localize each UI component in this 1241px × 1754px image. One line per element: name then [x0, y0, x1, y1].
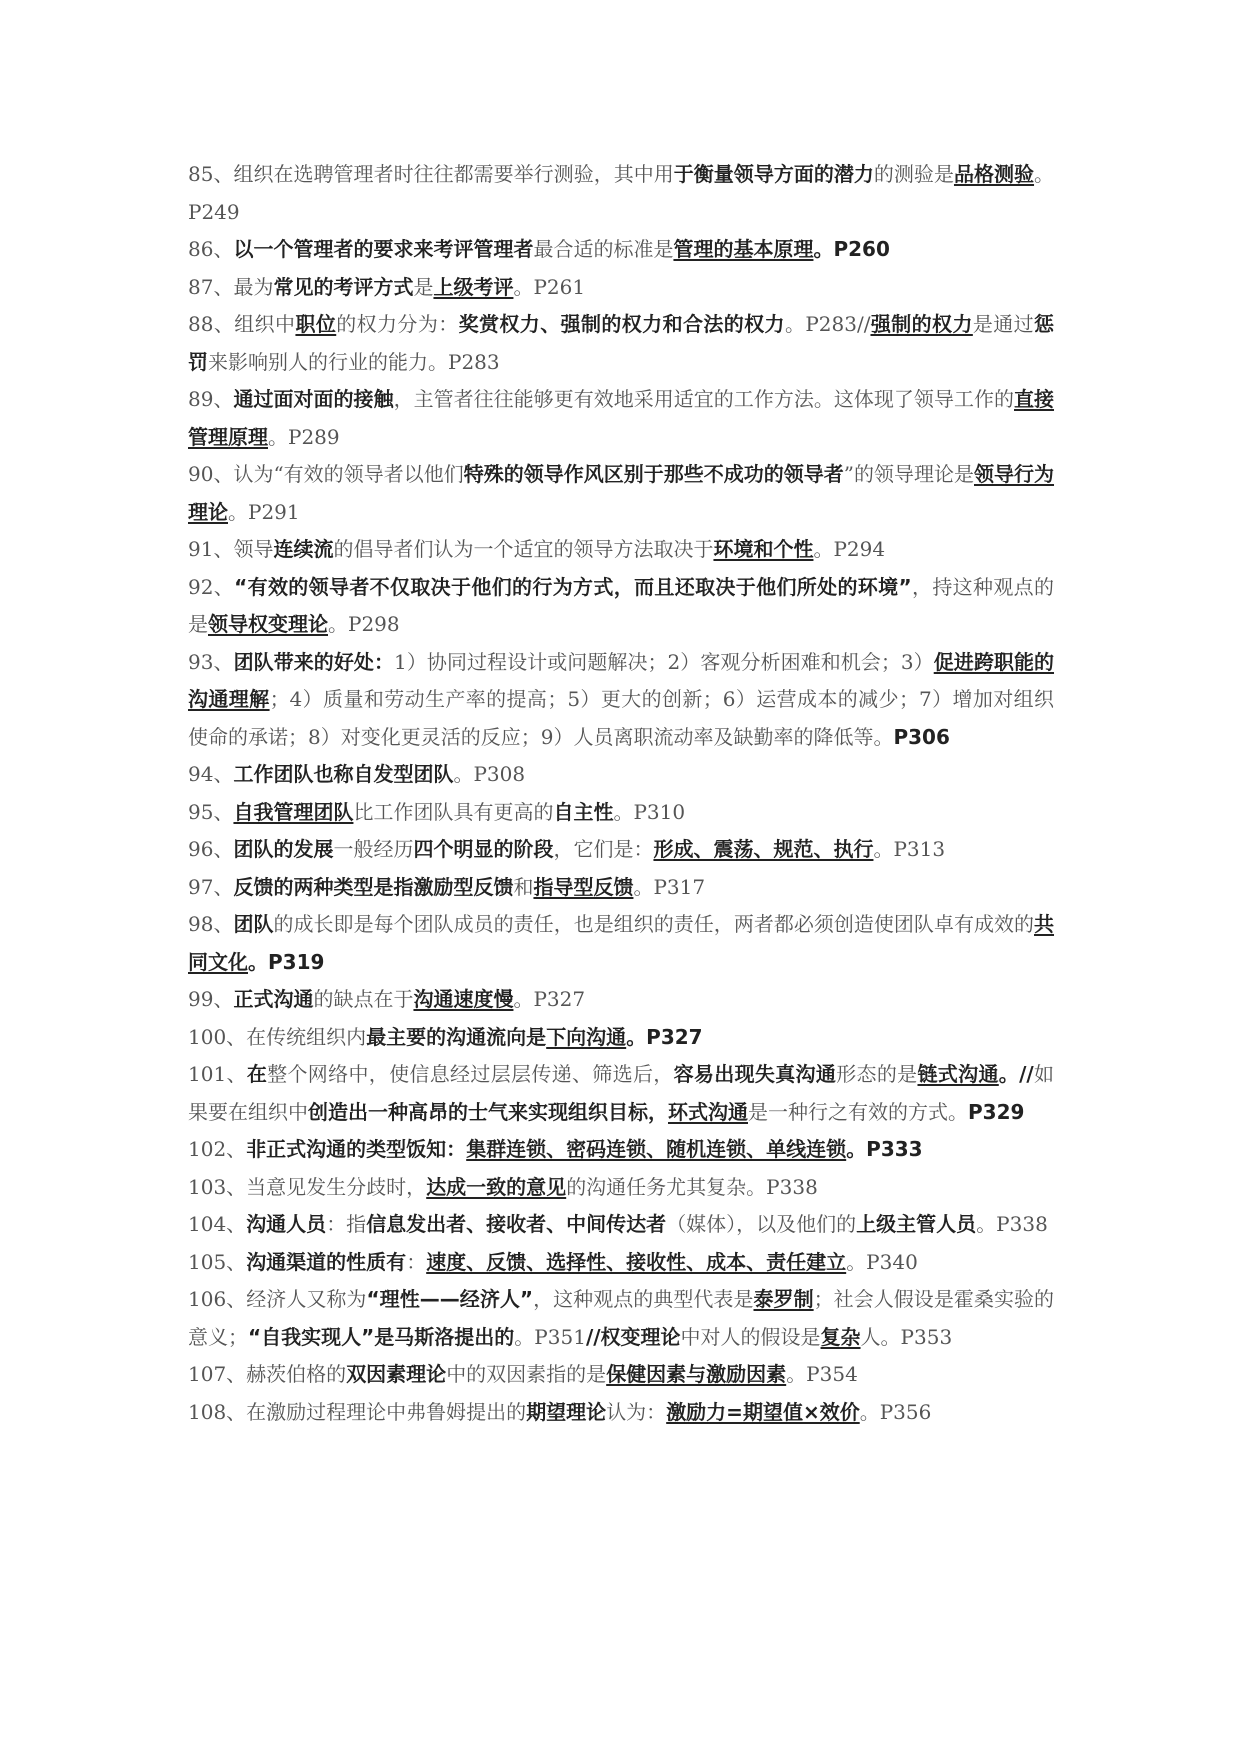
emphasis-text: 信息发出者、接收者、中间传达者 [366, 1212, 667, 1236]
body-text: ，它们是： [553, 837, 654, 861]
body-text: 97、 [188, 874, 234, 899]
list-item [188, 456, 1054, 531]
body-text: 如果要在组织中 [188, 1062, 1055, 1124]
emphasis-text: 非正式沟通的类型饭知： [246, 1137, 467, 1161]
body-text: ；4）质量和劳动生产率的提高；5）更大的创新；6）运营成本的减少；7）增加对组织使命的承诺；8）对变化更灵活的反应；9）人员离职流动率及缺勤率的降低等。 [188, 687, 1055, 749]
body-text: 。P283// [784, 312, 871, 336]
body-text: 94、 [188, 762, 234, 786]
list-item [188, 381, 1054, 456]
body-text: 104、 [188, 1212, 247, 1236]
body-text: 100、在传统组织内 [188, 1024, 367, 1049]
key-term: 领导权变理论 [208, 612, 328, 636]
body-text: 96、 [188, 837, 234, 861]
body-text: ，主管者往往能够更有效地采用适宜的工作方法。这体现了领导工作的 [393, 387, 1014, 411]
body-text: 整个网络中，使信息经过层层传递、筛选后， [267, 1062, 674, 1086]
body-text: 91、领导 [188, 537, 274, 561]
list-item [188, 906, 1054, 981]
emphasis-text: 沟通渠道的性质有 [246, 1249, 407, 1274]
emphasis-text: 惩罚 [188, 312, 1055, 374]
key-term: 自我管理团队 [233, 799, 354, 824]
body-text: 。P291 [228, 499, 300, 524]
body-text: 。P308 [453, 762, 526, 786]
emphasis-text: 期望理论 [526, 1399, 607, 1424]
emphasis-text: “自我实现人”是马斯洛提出的 [248, 1324, 515, 1349]
key-term: 环境和个性 [713, 537, 814, 561]
body-text: 108、在激励过程理论中弗鲁姆提出的 [188, 1399, 527, 1424]
emphasis-text: 。P319 [248, 949, 325, 974]
body-text: 和 [513, 874, 534, 899]
list-item [188, 1356, 1054, 1394]
body-text: 的沟通任务尤其复杂。P338 [566, 1174, 818, 1199]
body-text: 是一种行之有效的方式。 [748, 1099, 968, 1124]
body-text: 。P351 [514, 1324, 586, 1349]
emphasis-text: 于衡量领导方面的潜力 [673, 162, 874, 186]
key-term: 速度、反馈、选择性、接收性、成本、责任建立 [426, 1249, 847, 1274]
body-text: 。P289 [268, 424, 340, 449]
body-text: 101、 [188, 1062, 247, 1086]
emphasis-text: 正式沟通 [233, 987, 314, 1011]
body-text: 中的双因素指的是 [446, 1362, 607, 1386]
key-term: 直接管理原理 [188, 387, 1055, 449]
key-term: 强制的权力 [870, 312, 973, 336]
body-text: 106、经济人又称为 [188, 1287, 367, 1311]
body-text: 。P298 [328, 612, 400, 636]
body-text: 98、 [188, 912, 234, 936]
body-text: 87、最为 [188, 274, 274, 299]
body-text: 90、认为“有效的领导者以他们 [188, 462, 464, 486]
key-term: 上级考评 [433, 274, 514, 299]
list-item [188, 269, 1054, 307]
list-item [188, 1056, 1054, 1131]
body-text: 。P294 [813, 537, 886, 561]
body-text: 。P327 [513, 987, 586, 1011]
emphasis-text: 。P327 [626, 1024, 703, 1049]
body-text: 1）协同过程设计或问题解决；2）客观分析困难和机会；3） [394, 649, 934, 674]
body-text: 的成长即是每个团队成员的责任，也是组织的责任，两者都必须创造使团队卓有成效的 [273, 912, 1035, 936]
emphasis-text: 自主性 [553, 799, 614, 824]
body-text: 最合适的标准是 [533, 237, 674, 261]
emphasis-text: 最主要的沟通流向是 [366, 1024, 547, 1049]
list-item [188, 1169, 1054, 1207]
emphasis-text: 沟通人员 [246, 1212, 327, 1236]
emphasis-text: 。// [998, 1062, 1034, 1086]
emphasis-text: 。P260 [813, 237, 890, 261]
body-text: 99、 [188, 987, 234, 1011]
key-term: 形成、震荡、规范、执行 [653, 837, 874, 861]
key-term: 激励力=期望值×效价 [666, 1399, 860, 1424]
list-item [188, 1394, 1054, 1432]
list-item [188, 1131, 1054, 1169]
emphasis-text: 反馈的两种类型是指激励型反馈 [233, 874, 514, 899]
emphasis-text: 以一个管理者的要求来考评管理者 [233, 237, 534, 261]
list-item [188, 869, 1054, 907]
body-text: 89、 [188, 387, 234, 411]
body-text: 中对人的假设是 [680, 1324, 821, 1349]
emphasis-text: 上级主管人员 [856, 1212, 977, 1236]
emphasis-text: 团队带来的好处： [233, 649, 395, 674]
body-text: 。P356 [859, 1399, 932, 1424]
key-term: 领导行为理论 [188, 462, 1055, 524]
body-text: ；社会人假设是霍桑实验的意义； [188, 1287, 1055, 1349]
emphasis-text: “有效的领导者不仅取决于他们的行为方式，而且还取决于他们所处的环境” [234, 574, 912, 599]
emphasis-text: 工作团队也称自发型团队 [233, 762, 454, 786]
list-item [188, 1281, 1054, 1356]
body-text: 的倡导者们认为一个适宜的领导方法取决于 [333, 537, 714, 561]
list-item [188, 531, 1054, 569]
body-text: 86、 [188, 237, 234, 261]
body-text: 认为： [606, 1399, 667, 1424]
key-term: 保健因素与激励因素 [606, 1362, 787, 1386]
emphasis-text: 在 [246, 1062, 268, 1086]
body-text: 。P338 [976, 1212, 1048, 1236]
list-item [188, 831, 1054, 869]
list-item [188, 231, 1054, 269]
body-text: 107、赫茨伯格的 [188, 1362, 347, 1386]
body-text: 92、 [188, 574, 235, 599]
key-term: 链式沟通 [917, 1062, 999, 1086]
emphasis-text: P329 [968, 1099, 1025, 1124]
key-term: 职位 [295, 312, 337, 336]
body-text: 85、组织在选聘管理者时往往都需要举行测验，其中用 [188, 162, 674, 186]
body-text: 是 [413, 274, 434, 299]
body-text: 。P249 [188, 162, 1055, 224]
emphasis-text: 双因素理论 [346, 1362, 447, 1386]
key-term: 泰罗制 [753, 1287, 814, 1311]
key-term: 指导型反馈 [533, 874, 634, 899]
body-text: 102、 [188, 1137, 247, 1161]
emphasis-text: 。P333 [846, 1137, 923, 1161]
body-text: 103、当意见发生分歧时， [188, 1174, 427, 1199]
list-item [188, 756, 1054, 794]
key-term: 品格测验 [953, 162, 1035, 186]
body-text: ： [406, 1249, 427, 1274]
body-text: 93、 [188, 649, 234, 674]
emphasis-text: P306 [893, 724, 950, 749]
body-text: 是通过 [972, 312, 1035, 336]
body-text: ”的领导理论是 [843, 462, 974, 486]
list-item [188, 981, 1054, 1019]
body-text: 105、 [188, 1249, 247, 1274]
emphasis-text: 容易出现失真沟通 [673, 1062, 837, 1086]
emphasis-text: 通过面对面的接触 [233, 387, 394, 411]
list-item [188, 306, 1054, 381]
list-item [188, 569, 1054, 644]
body-text: 。P354 [786, 1362, 858, 1386]
document-page [188, 156, 1054, 1431]
body-text: 。P310 [613, 799, 686, 824]
emphasis-text: 奖赏权力、强制的权力和合法的权力 [458, 312, 785, 336]
body-text: 。P261 [513, 274, 586, 299]
emphasis-text: 常见的考评方式 [273, 274, 414, 299]
body-text: ，持这种观点的是 [188, 574, 1055, 636]
body-text: 来影响别人的行业的能力。P283 [208, 349, 500, 374]
body-text: 88、组织中 [188, 312, 296, 336]
body-text: 的权力分为： [336, 312, 459, 336]
emphasis-text: “理性——经济人” [366, 1287, 534, 1311]
body-text: 的测验是 [873, 162, 954, 186]
list-item [188, 1019, 1054, 1057]
key-term: 下向沟通 [546, 1024, 627, 1049]
key-term: 复杂 [820, 1324, 861, 1349]
body-text: 的缺点在于 [313, 987, 414, 1011]
body-text: 形态的是 [836, 1062, 918, 1086]
emphasis-text: 团队的发展 [233, 837, 334, 861]
list-item [188, 794, 1054, 832]
list-item [188, 1206, 1054, 1244]
emphasis-text: 特殊的领导作风区别于那些不成功的领导者 [463, 462, 844, 486]
body-text: 。P340 [846, 1249, 918, 1274]
list-item [188, 1244, 1054, 1282]
body-text: 人。P353 [860, 1324, 953, 1349]
body-text: ，这种观点的典型代表是 [533, 1287, 754, 1311]
key-term: 管理的基本原理 [673, 237, 814, 261]
key-term: 集群连锁、密码连锁、随机连锁、单线连锁 [466, 1137, 847, 1161]
body-text: 95、 [188, 799, 234, 824]
list-item [188, 156, 1054, 231]
emphasis-text: 连续流 [273, 537, 334, 561]
body-text: （媒体），以及他们的 [666, 1212, 857, 1236]
list-item [188, 644, 1054, 757]
emphasis-text: //权变理论 [585, 1324, 681, 1349]
key-term: 环式沟通 [668, 1099, 748, 1124]
body-text: ：指 [326, 1212, 367, 1236]
key-term: 沟通速度慢 [413, 987, 514, 1011]
body-text: 。P313 [873, 837, 946, 861]
emphasis-text: 创造出一种高昂的士气来实现组织目标， [308, 1099, 668, 1124]
key-term: 达成一致的意见 [426, 1174, 567, 1199]
key-term: 促进跨职能的沟通理解 [188, 649, 1055, 711]
emphasis-text: 四个明显的阶段 [413, 837, 554, 861]
body-text: 比工作团队具有更高的 [353, 799, 554, 824]
emphasis-text: 团队 [233, 912, 274, 936]
key-term: 共同文化 [188, 912, 1055, 974]
body-text: 一般经历 [333, 837, 414, 861]
body-text: 。P317 [633, 874, 706, 899]
